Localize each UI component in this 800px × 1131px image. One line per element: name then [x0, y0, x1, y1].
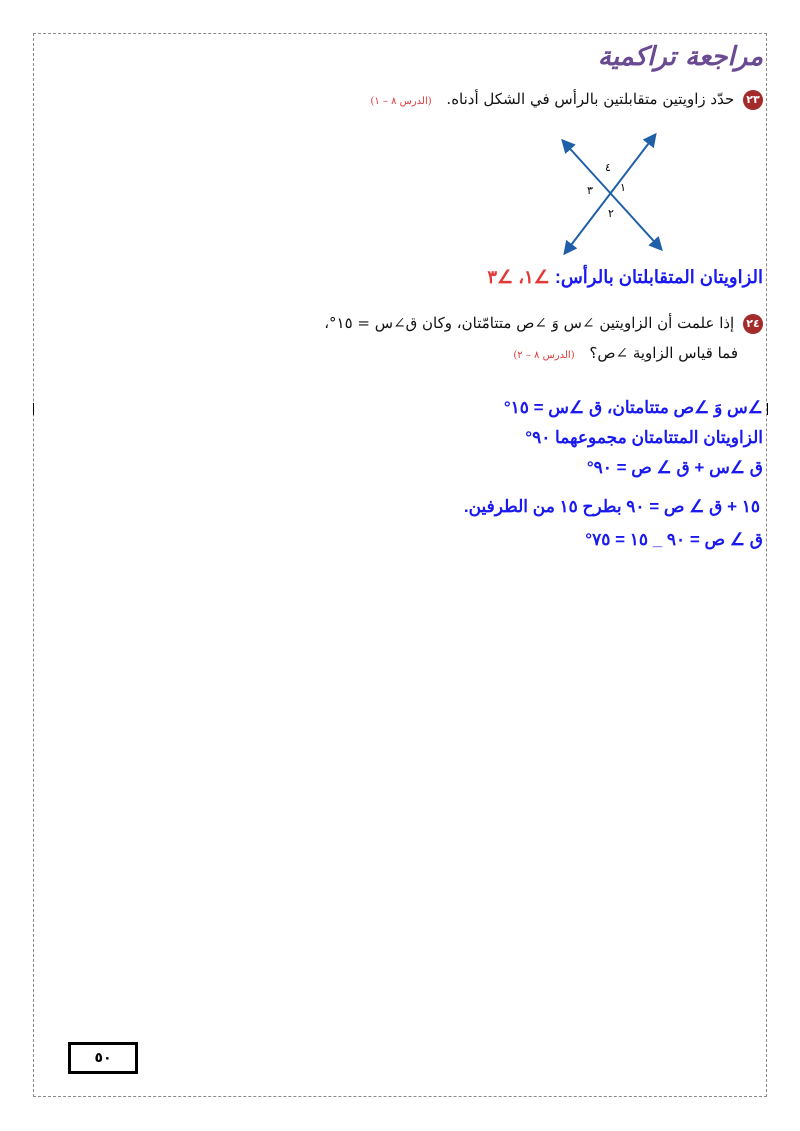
question-23	[370, 90, 763, 110]
question-24	[324, 314, 763, 334]
answer-24-line-1: ∠س وَ ∠ص متتامتان، ق ∠س = ١٥°	[503, 398, 763, 417]
question-24-line2: فما قياس الزاوية ∠ص؟	[589, 344, 738, 362]
question-24-lesson-ref: (الدرس ٨ – ٢)	[513, 350, 575, 361]
right-margin-mark	[767, 403, 768, 415]
angle-label-4: ٤	[605, 161, 611, 174]
left-margin-mark	[33, 403, 34, 415]
section-title: مراجعة تراكمية	[597, 42, 763, 72]
angle-label-1: ١	[620, 181, 626, 194]
answer-24-line-4: ١٥ + ق ∠ ص = ٩٠ بطرح ١٥ من الطرفين.	[463, 497, 760, 516]
angle-label-3: ٣	[587, 184, 593, 197]
answer-24-line-5: ق ∠ ص = ٩٠ _ ١٥ = ٧٥°	[585, 530, 763, 549]
answer-24-line-3: ق ∠س + ق ∠ ص = ٩٠°	[586, 458, 763, 477]
question-24-line2-row	[513, 344, 738, 362]
answer-23-prefix: الزاويتان المتقابلتان بالرأس:	[554, 267, 763, 287]
intersecting-lines-figure	[555, 133, 670, 258]
question-23-lesson-ref: (الدرس ٨ – ١)	[370, 96, 432, 107]
line-a	[563, 141, 661, 249]
question-24-line1: إذا علمت أن الزاويتين ∠س وَ ∠ص متتامّتان، وكان ق∠س = ١٥°،	[324, 314, 735, 332]
angle-label-2: ٢	[608, 207, 614, 220]
answer-24-line-2: الزاويتان المتتامتان مجموعهما ٩٠°	[525, 428, 763, 447]
question-23-number-badge: ٢٣	[743, 90, 763, 110]
question-23-answer	[487, 267, 763, 288]
question-24-number-badge: ٢٤	[743, 314, 763, 334]
page-number-box: ٥٠	[68, 1042, 138, 1074]
line-b	[565, 135, 655, 253]
answer-23-angles: ∠١، ∠٣	[487, 267, 550, 287]
question-23-text: حدّد زاويتين متقابلتين بالرأس في الشكل أدناه.	[446, 90, 735, 108]
